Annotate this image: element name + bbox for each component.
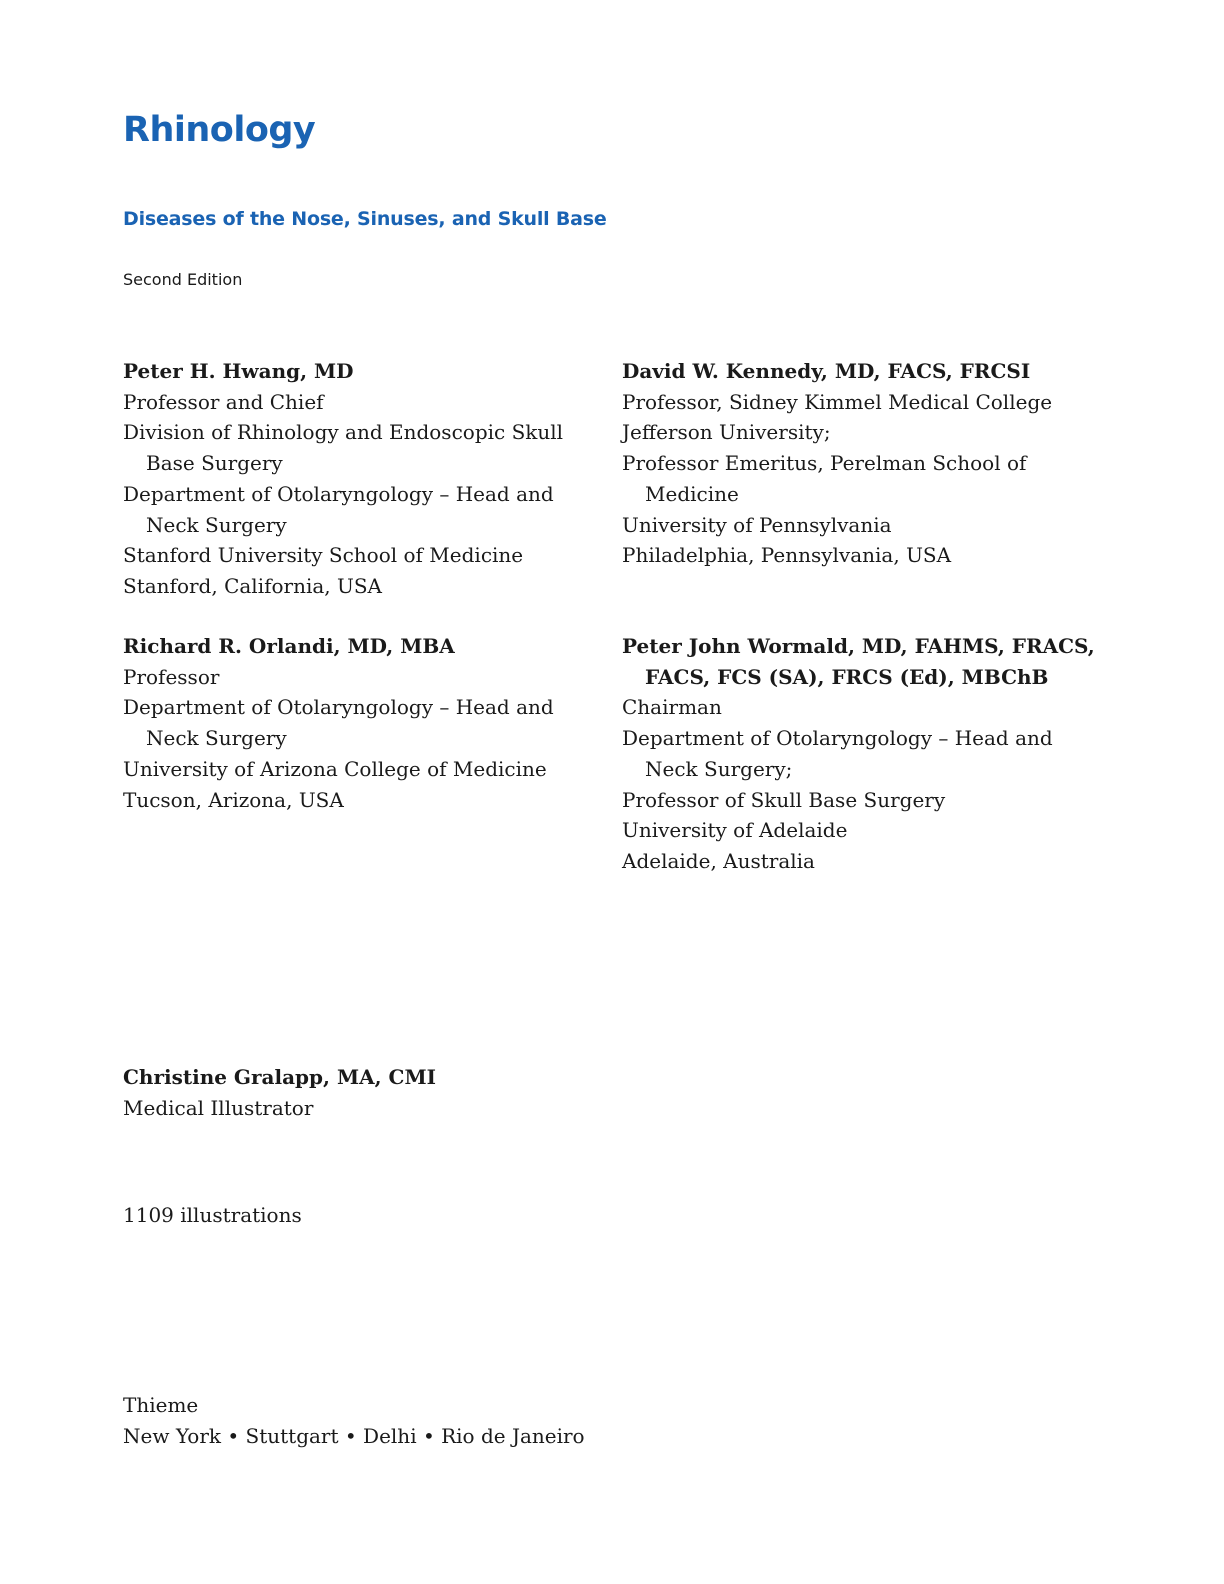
author-affiliation-line: Jefferson University; <box>622 420 831 445</box>
author-affiliation-line: Professor <box>123 664 220 689</box>
author-affiliation-line: Professor, Sidney Kimmel Medical College <box>622 389 1053 414</box>
author-affiliation-line: Department of Otolaryngology – Head and Neck Surgery <box>123 695 554 751</box>
illustration-count: 1109 illustrations <box>123 1203 302 1227</box>
author-affiliation-line: Adelaide, Australia <box>622 848 815 873</box>
book-subtitle: Diseases of the Nose, Sinuses, and Skull Base <box>123 208 607 230</box>
book-title: Rhinology <box>123 110 316 150</box>
book-edition: Second Edition <box>123 270 243 289</box>
publisher-cities: New York • Stuttgart • Delhi • Rio de Janeiro <box>123 1423 585 1448</box>
author-name: Peter H. Hwang, MD <box>123 359 354 383</box>
author-affiliation-line: Chairman <box>622 695 722 720</box>
illustrator-name: Christine Gralapp, MA, CMI <box>123 1065 436 1089</box>
author-affiliation-line: Philadelphia, Pennsylvania, USA <box>622 543 952 568</box>
author-affiliation-line: Stanford University School of Medicine <box>123 543 524 568</box>
author-block-hwang <box>123 356 603 602</box>
author-affiliation-line: University of Arizona College of Medicine <box>123 756 547 781</box>
publisher-block <box>123 1390 603 1451</box>
author-block-wormald <box>622 631 1102 877</box>
author-name: David W. Kennedy, MD, FACS, FRCSI <box>622 359 1031 383</box>
author-affiliation-line: Division of Rhinology and Endoscopic Skull Base Surgery <box>123 420 564 476</box>
author-block-orlandi <box>123 631 603 815</box>
author-affiliation-line: Professor Emeritus, Perelman School of Medicine <box>622 451 1027 506</box>
author-affiliation-line: Department of Otolaryngology – Head and Neck Surgery; <box>622 726 1053 781</box>
author-affiliation-line: Professor and Chief <box>123 389 324 414</box>
author-affiliation-line: Department of Otolaryngology – Head and Neck Surgery <box>123 481 554 537</box>
author-affiliation-line: Professor of Skull Base Surgery <box>622 787 946 812</box>
author-name: Peter John Wormald, MD, FAHMS, FRACS, FACS, FCS (SA), FRCS (Ed), MBChB <box>622 634 1095 689</box>
author-affiliation-line: University of Adelaide <box>622 818 848 843</box>
author-affiliation-line: Stanford, California, USA <box>123 573 383 598</box>
author-affiliation-line: University of Pennsylvania <box>622 512 892 537</box>
publisher-name: Thieme <box>123 1393 199 1417</box>
author-name: Richard R. Orlandi, MD, MBA <box>123 634 455 658</box>
illustrator-role: Medical Illustrator <box>123 1095 314 1120</box>
author-block-kennedy <box>622 356 1102 571</box>
author-affiliation-line: Tucson, Arizona, USA <box>123 787 344 812</box>
illustration-count-block <box>123 1200 603 1231</box>
illustrator-block <box>123 1062 603 1123</box>
